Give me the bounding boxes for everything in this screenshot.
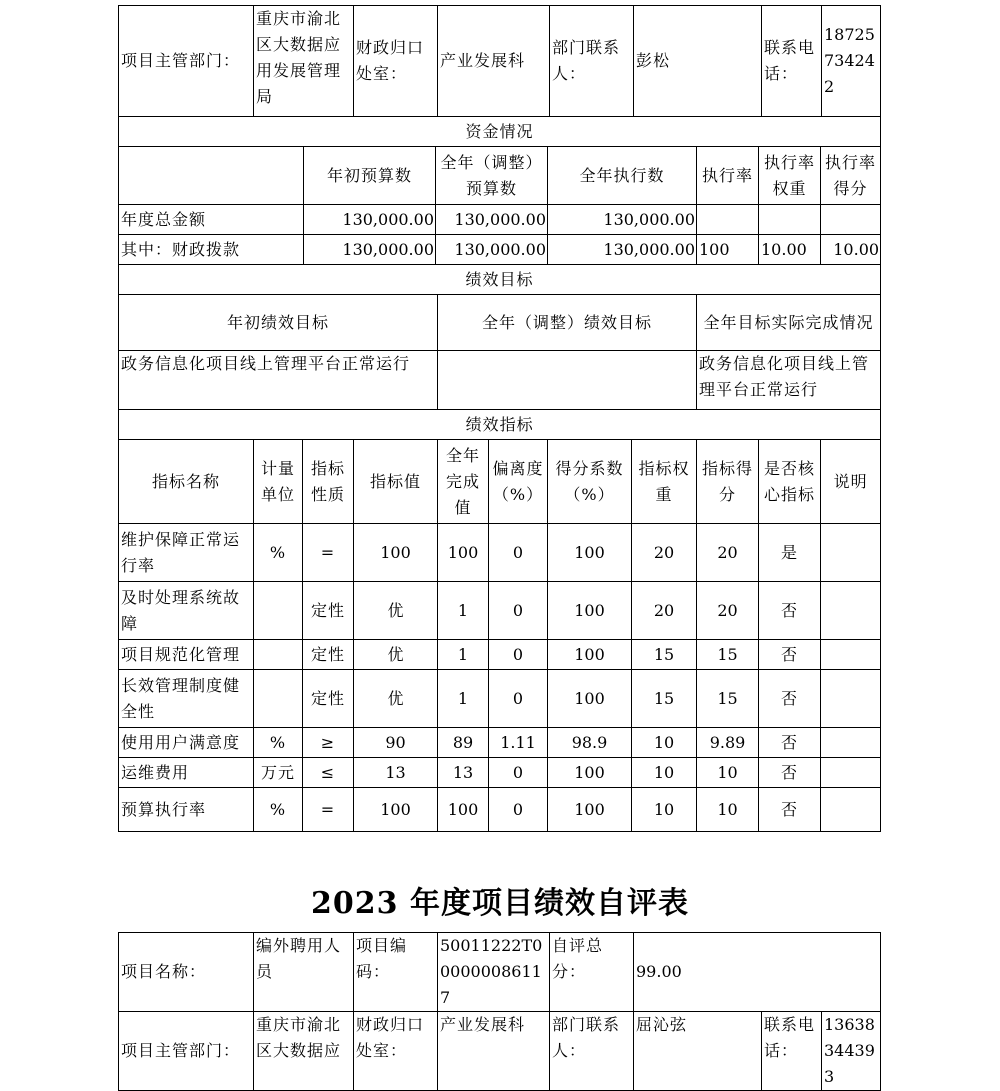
funds-cell: 100 bbox=[697, 235, 759, 265]
indicator-name: 及时处理系统故障 bbox=[119, 582, 254, 640]
goals-header-cell: 全年（调整）绩效目标 bbox=[438, 295, 697, 351]
funds-cell: 10.00 bbox=[759, 235, 821, 265]
indicator-cell: ≤ bbox=[303, 758, 354, 788]
indicator-cell: 1 bbox=[438, 670, 489, 728]
indicator-name: 运维费用 bbox=[119, 758, 254, 788]
indicator-cell: 否 bbox=[759, 758, 821, 788]
indicator-row bbox=[119, 728, 881, 758]
indicator-cell: = bbox=[303, 788, 354, 832]
funds-cell: 年度总金额 bbox=[119, 205, 304, 235]
indicator-cell: 100 bbox=[438, 788, 489, 832]
indicators-header-cell: 是否核心指标 bbox=[759, 440, 821, 524]
indicator-cell: 100 bbox=[354, 788, 438, 832]
funds-cell: 130,000.00 bbox=[304, 205, 436, 235]
indicator-cell: % bbox=[254, 728, 303, 758]
indicator-cell: 90 bbox=[354, 728, 438, 758]
funds-header-cell: 全年（调整）预算数 bbox=[436, 147, 548, 205]
score-value: 99.00 bbox=[634, 933, 881, 1012]
indicator-cell: 9.89 bbox=[697, 728, 759, 758]
finance-value: 产业发展科 bbox=[438, 1012, 550, 1091]
indicators-header-cell: 得分系数（%） bbox=[548, 440, 632, 524]
funds-cell: 130,000.00 bbox=[436, 235, 548, 265]
indicator-cell: 10 bbox=[632, 758, 697, 788]
funds-cell bbox=[759, 205, 821, 235]
indicator-cell: 100 bbox=[548, 670, 632, 728]
finance-label: 财政归口处室： bbox=[354, 6, 438, 117]
funds-header-cell: 执行率得分 bbox=[821, 147, 881, 205]
indicator-cell: 1 bbox=[438, 640, 489, 670]
indicator-cell: 万元 bbox=[254, 758, 303, 788]
indicators-header-cell: 计量单位 bbox=[254, 440, 303, 524]
indicator-cell: 20 bbox=[632, 524, 697, 582]
funds-header-cell: 执行率权重 bbox=[759, 147, 821, 205]
indicators-table bbox=[118, 409, 881, 832]
indicator-row bbox=[119, 758, 881, 788]
project-info-table-2 bbox=[118, 932, 881, 1091]
indicators-header-cell: 指标值 bbox=[354, 440, 438, 524]
indicator-cell bbox=[821, 670, 881, 728]
indicator-row bbox=[119, 640, 881, 670]
indicator-name: 使用用户满意度 bbox=[119, 728, 254, 758]
indicator-cell: 1.11 bbox=[489, 728, 548, 758]
indicator-cell: 100 bbox=[354, 524, 438, 582]
funds-header-cell: 全年执行数 bbox=[548, 147, 697, 205]
indicators-section-title: 绩效指标 bbox=[119, 410, 881, 440]
contact-value: 彭松 bbox=[634, 6, 762, 117]
indicator-cell: 15 bbox=[697, 670, 759, 728]
indicator-cell: 98.9 bbox=[548, 728, 632, 758]
indicator-cell bbox=[254, 640, 303, 670]
indicator-cell: 100 bbox=[548, 758, 632, 788]
indicator-cell: 0 bbox=[489, 758, 548, 788]
indicator-cell: ≥ bbox=[303, 728, 354, 758]
indicator-cell: 100 bbox=[548, 640, 632, 670]
funds-table bbox=[118, 116, 881, 265]
indicator-cell: 15 bbox=[632, 640, 697, 670]
indicator-cell: 否 bbox=[759, 728, 821, 758]
code-label: 项目编码： bbox=[354, 933, 438, 1012]
indicators-header-cell: 指标名称 bbox=[119, 440, 254, 524]
indicator-cell bbox=[254, 582, 303, 640]
indicator-cell: 20 bbox=[697, 582, 759, 640]
finance-value: 产业发展科 bbox=[438, 6, 550, 117]
phone-label: 联系电话： bbox=[762, 6, 822, 117]
indicator-cell: 13 bbox=[438, 758, 489, 788]
indicator-cell: 100 bbox=[548, 788, 632, 832]
funds-section-title: 资金情况 bbox=[119, 117, 881, 147]
indicator-cell: 定性 bbox=[303, 582, 354, 640]
indicator-cell: 否 bbox=[759, 640, 821, 670]
indicator-cell: = bbox=[303, 524, 354, 582]
phone-value: 18725734242 bbox=[822, 6, 881, 117]
funds-cell: 130,000.00 bbox=[304, 235, 436, 265]
indicator-cell bbox=[821, 524, 881, 582]
indicator-cell: 89 bbox=[438, 728, 489, 758]
indicator-cell: 15 bbox=[697, 640, 759, 670]
indicator-cell: 定性 bbox=[303, 640, 354, 670]
indicator-cell: 20 bbox=[632, 582, 697, 640]
indicator-cell: 100 bbox=[438, 524, 489, 582]
indicator-cell: 否 bbox=[759, 788, 821, 832]
indicators-header-cell: 指标权重 bbox=[632, 440, 697, 524]
indicator-cell bbox=[254, 670, 303, 728]
funds-cell: 130,000.00 bbox=[548, 205, 697, 235]
indicator-cell bbox=[821, 758, 881, 788]
phone-label: 联系电话： bbox=[762, 1012, 822, 1091]
goals-cell: 政务信息化项目线上管理平台正常运行 bbox=[119, 351, 438, 410]
indicator-cell: 10 bbox=[697, 788, 759, 832]
indicator-cell: 0 bbox=[489, 582, 548, 640]
indicator-name: 预算执行率 bbox=[119, 788, 254, 832]
funds-header-cell: 执行率 bbox=[697, 147, 759, 205]
indicator-cell: 定性 bbox=[303, 670, 354, 728]
indicator-cell: 10 bbox=[632, 728, 697, 758]
funds-header-cell: 年初预算数 bbox=[304, 147, 436, 205]
indicator-cell: 10 bbox=[632, 788, 697, 832]
goals-section-title: 绩效目标 bbox=[119, 265, 881, 295]
indicator-cell: 1 bbox=[438, 582, 489, 640]
indicator-cell bbox=[821, 640, 881, 670]
funds-cell: 其中：财政拨款 bbox=[119, 235, 304, 265]
funds-cell bbox=[821, 205, 881, 235]
name-label: 项目名称： bbox=[119, 933, 254, 1012]
indicator-row bbox=[119, 788, 881, 832]
indicator-cell: 0 bbox=[489, 640, 548, 670]
indicator-cell: % bbox=[254, 524, 303, 582]
goals-table bbox=[118, 264, 881, 410]
indicator-name: 长效管理制度健全性 bbox=[119, 670, 254, 728]
contact-value: 屈沁弦 bbox=[634, 1012, 762, 1091]
page-title: 2023 年度项目绩效自评表 bbox=[311, 886, 689, 921]
contact-label: 部门联系人： bbox=[550, 6, 634, 117]
goals-cell: 政务信息化项目线上管理平台正常运行 bbox=[697, 351, 881, 410]
goals-header-cell: 年初绩效目标 bbox=[119, 295, 438, 351]
funds-cell: 130,000.00 bbox=[548, 235, 697, 265]
indicator-cell: 否 bbox=[759, 582, 821, 640]
indicators-header-cell: 指标得分 bbox=[697, 440, 759, 524]
indicator-cell: 20 bbox=[697, 524, 759, 582]
indicator-cell: 13 bbox=[354, 758, 438, 788]
indicator-cell: 100 bbox=[548, 524, 632, 582]
indicator-cell bbox=[821, 728, 881, 758]
indicator-cell: 0 bbox=[489, 524, 548, 582]
indicator-row bbox=[119, 670, 881, 728]
indicator-cell bbox=[821, 788, 881, 832]
indicator-cell: 是 bbox=[759, 524, 821, 582]
indicators-header-cell: 全年完成值 bbox=[438, 440, 489, 524]
indicators-header-cell: 偏离度（%） bbox=[489, 440, 548, 524]
funds-header-cell bbox=[119, 147, 304, 205]
phone-value: 13638344393 bbox=[822, 1012, 881, 1091]
indicator-cell: 优 bbox=[354, 670, 438, 728]
funds-cell: 130,000.00 bbox=[436, 205, 548, 235]
dept-value: 重庆市渝北区大数据应用发展管理局 bbox=[254, 6, 354, 117]
name-value: 编外聘用人员 bbox=[254, 933, 354, 1012]
funds-cell: 10.00 bbox=[821, 235, 881, 265]
indicator-cell: 优 bbox=[354, 582, 438, 640]
finance-label: 财政归口处室： bbox=[354, 1012, 438, 1091]
goals-header-cell: 全年目标实际完成情况 bbox=[697, 295, 881, 351]
indicator-cell: % bbox=[254, 788, 303, 832]
score-label: 自评总分： bbox=[550, 933, 634, 1012]
indicator-cell: 100 bbox=[548, 582, 632, 640]
indicator-cell: 10 bbox=[697, 758, 759, 788]
indicators-header-cell: 说明 bbox=[821, 440, 881, 524]
indicator-cell: 优 bbox=[354, 640, 438, 670]
indicators-header-cell: 指标性质 bbox=[303, 440, 354, 524]
indicator-row bbox=[119, 582, 881, 640]
indicator-cell: 15 bbox=[632, 670, 697, 728]
dept-label: 项目主管部门： bbox=[119, 6, 254, 117]
contact-label: 部门联系人： bbox=[550, 1012, 634, 1091]
indicator-cell: 0 bbox=[489, 670, 548, 728]
funds-cell bbox=[697, 205, 759, 235]
project-contact-table bbox=[118, 5, 881, 117]
dept-value: 重庆市渝北区大数据应 bbox=[254, 1012, 354, 1091]
indicator-name: 维护保障正常运行率 bbox=[119, 524, 254, 582]
indicator-cell bbox=[821, 582, 881, 640]
indicator-row bbox=[119, 524, 881, 582]
code-value: 50011222T000000086117 bbox=[438, 933, 550, 1012]
indicator-name: 项目规范化管理 bbox=[119, 640, 254, 670]
goals-cell bbox=[438, 351, 697, 410]
indicator-cell: 0 bbox=[489, 788, 548, 832]
dept-label: 项目主管部门： bbox=[119, 1012, 254, 1091]
indicator-cell: 否 bbox=[759, 670, 821, 728]
